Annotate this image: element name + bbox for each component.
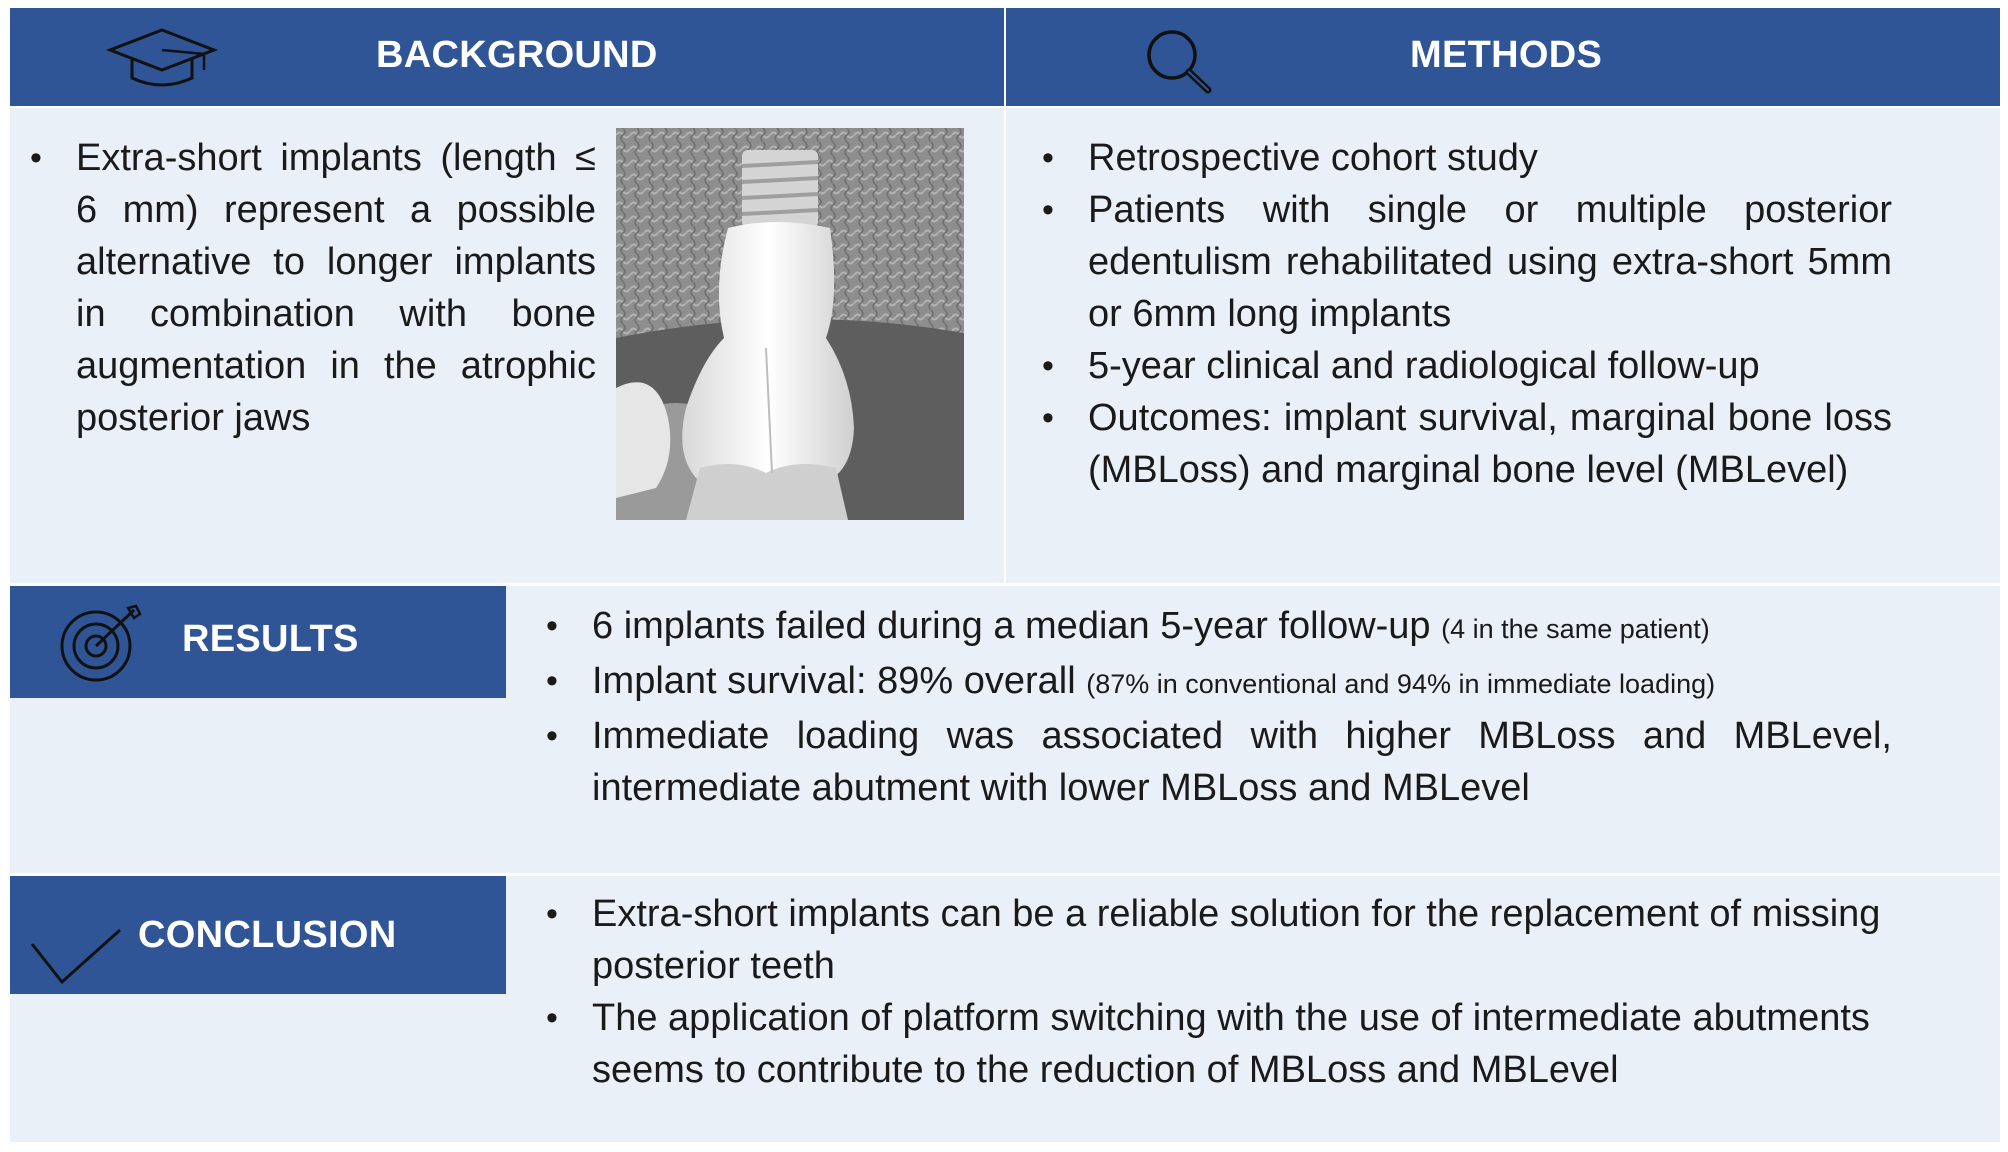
graduation-cap-icon <box>104 24 220 90</box>
list-item: • Extra-short implants can be a reliable solution for the replacement of missing posterior teeth <box>544 888 1892 992</box>
radiograph-image <box>616 128 964 520</box>
list-item <box>544 655 1892 710</box>
result-note: (4 in the same patient) <box>1441 614 1710 644</box>
results-bullets <box>544 600 1892 814</box>
conclusion-bullets <box>544 888 1892 1096</box>
methods-bullets <box>1040 132 1892 496</box>
list-item: • Outcomes: implant survival, marginal bone loss (MBLoss) and marginal bone level (MBLevel) <box>1040 392 1892 496</box>
conclusion-header <box>10 876 506 994</box>
result-note: (87% in conventional and 94% in immediate loading) <box>1086 669 1716 699</box>
list-item <box>544 600 1892 655</box>
results-title: RESULTS <box>182 618 359 660</box>
background-title: BACKGROUND <box>376 34 658 76</box>
methods-header <box>1006 8 2000 106</box>
list-item: • Patients with single or multiple posterior edentulism rehabilitated using extra-short 5mm or 6mm long implants <box>1040 184 1892 340</box>
list-item <box>544 710 1892 814</box>
methods-title: METHODS <box>1410 34 1603 76</box>
result-main: Immediate loading was associated with higher MBLoss and MBLevel, intermediate abutment with lower MBLoss and MBLevel <box>592 715 1892 809</box>
magnifier-icon <box>1142 26 1216 98</box>
checkmark-icon <box>28 920 124 990</box>
list-item: • Retrospective cohort study <box>1040 132 1892 184</box>
background-bullets <box>28 132 596 444</box>
target-icon <box>58 602 150 684</box>
list-item: • The application of platform switching with the use of intermediate abutments seems to contribute to the reduction of MBLoss and MBLevel <box>544 992 1892 1096</box>
result-main: 6 implants failed during a median 5-year follow-up <box>592 605 1431 647</box>
list-item: • Extra-short implants (length ≤ 6 mm) represent a possible alternative to longer implants in combination with bone augmentation in the atrophic posterior jaws <box>28 132 596 444</box>
conclusion-title: CONCLUSION <box>138 914 397 956</box>
result-main: Implant survival: 89% overall <box>592 660 1076 702</box>
results-header <box>10 586 506 698</box>
list-item: • 5-year clinical and radiological follow-up <box>1040 340 1892 392</box>
background-header <box>10 8 1004 106</box>
